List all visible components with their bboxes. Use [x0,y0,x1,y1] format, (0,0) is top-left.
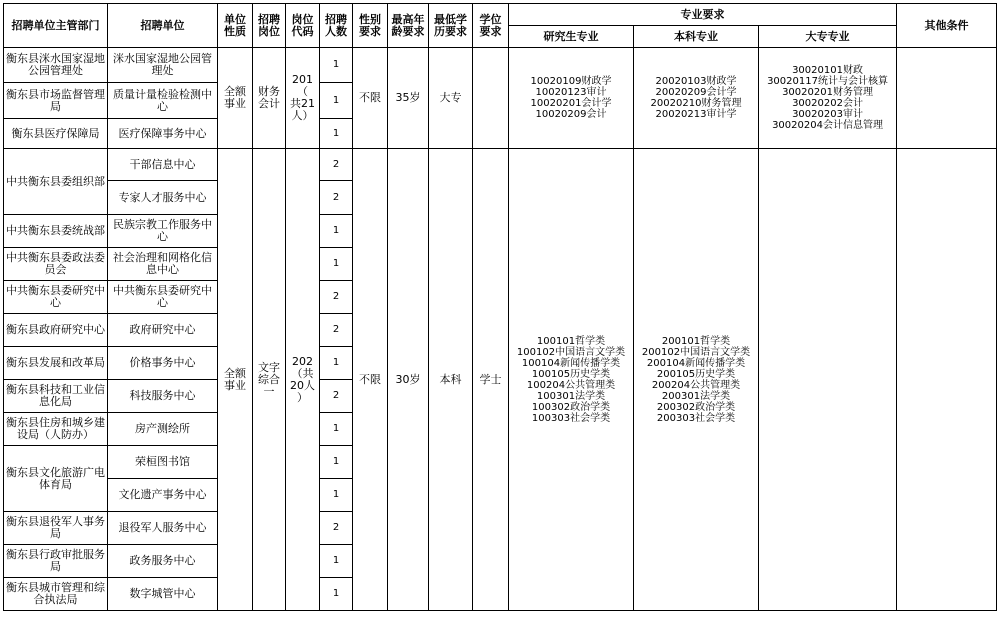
unit-cell: 医疗保障事务中心 [108,119,218,149]
recruitment-table [3,3,997,611]
header-nature: 单位 性质 [218,4,253,48]
code-cell: 202 （共 20人 ） [286,149,320,611]
count-cell: 2 [320,149,353,181]
dept-cell: 衡东县退役军人事务局 [4,512,108,545]
dept-cell: 衡东县洣水国家湿地公园管理处 [4,48,108,83]
count-cell: 1 [320,578,353,611]
count-cell: 1 [320,545,353,578]
age-cell: 35岁 [388,48,429,149]
dept-cell: 中共衡东县委组织部 [4,149,108,215]
dept-cell: 衡东县行政审批服务局 [4,545,108,578]
degree-cell [473,48,509,149]
degree-cell: 学士 [473,149,509,611]
table-row [4,48,997,83]
dept-cell: 衡东县科技和工业信息化局 [4,380,108,413]
count-cell: 1 [320,413,353,446]
unit-cell: 荣桓图书馆 [108,446,218,479]
unit-cell: 价格事务中心 [108,347,218,380]
unit-cell: 政府研究中心 [108,314,218,347]
post-cell: 文字 综合 一 [253,149,286,611]
count-cell: 2 [320,512,353,545]
code-cell: 201（ 共21 人） [286,48,320,149]
unit-cell: 文化遗产事务中心 [108,479,218,512]
gender-cell: 不限 [353,48,388,149]
header-code: 岗位 代码 [286,4,320,48]
count-cell: 2 [320,314,353,347]
count-cell: 1 [320,48,353,83]
header-dept: 招聘单位主管部门 [4,4,108,48]
unit-cell: 退役军人服务中心 [108,512,218,545]
major-junior-cell [759,149,897,611]
other-cell [897,149,997,611]
unit-cell: 房产测绘所 [108,413,218,446]
dept-cell: 中共衡东县委统战部 [4,215,108,248]
major-grad-cell: 10020109财政学 10020123审计 10020201会计学 10020209会计 [509,48,634,149]
unit-cell: 质量计量检验检测中心 [108,83,218,119]
count-cell: 2 [320,281,353,314]
header-gender: 性别 要求 [353,4,388,48]
edu-cell: 大专 [429,48,473,149]
header-age: 最高年 龄要求 [388,4,429,48]
dept-cell: 中共衡东县委政法委员会 [4,248,108,281]
dept-cell: 中共衡东县委研究中心 [4,281,108,314]
count-cell: 1 [320,347,353,380]
major-grad-cell: 100101哲学类 100102中国语言文学类 100104新闻传播学类 100105历史学类 100204公共管理类 100301法学类 100302政治学类 100303社会学类 [509,149,634,611]
dept-cell: 衡东县市场监督管理局 [4,83,108,119]
header-post: 招聘 岗位 [253,4,286,48]
unit-cell: 科技服务中心 [108,380,218,413]
count-cell: 1 [320,248,353,281]
nature-cell: 全额 事业 [218,149,253,611]
unit-cell: 干部信息中心 [108,149,218,181]
unit-cell: 洣水国家湿地公园管理处 [108,48,218,83]
dept-cell: 衡东县发展和改革局 [4,347,108,380]
unit-cell: 中共衡东县委研究中心 [108,281,218,314]
major-bach-cell: 200101哲学类 200102中国语言文学类 200104新闻传播学类 200105历史学类 200204公共管理类 200301法学类 200302政治学类 200303社会学类 [634,149,759,611]
unit-cell: 政务服务中心 [108,545,218,578]
dept-cell: 衡东县医疗保障局 [4,119,108,149]
header-major-junior: 大专专业 [759,26,897,48]
count-cell: 1 [320,446,353,479]
header-major-bach: 本科专业 [634,26,759,48]
dept-cell: 衡东县政府研究中心 [4,314,108,347]
count-cell: 1 [320,83,353,119]
count-cell: 2 [320,380,353,413]
post-cell: 财务 会计 [253,48,286,149]
unit-cell: 专家人才服务中心 [108,181,218,215]
unit-cell: 社会治理和网格化信息中心 [108,248,218,281]
other-cell [897,48,997,149]
edu-cell: 本科 [429,149,473,611]
dept-cell: 衡东县文化旅游广电体育局 [4,446,108,512]
count-cell: 1 [320,119,353,149]
major-bach-cell: 20020103财政学 20020209会计学 20020210财务管理 20020213审计学 [634,48,759,149]
dept-cell: 衡东县城市管理和综合执法局 [4,578,108,611]
unit-cell: 民族宗教工作服务中心 [108,215,218,248]
header-major: 专业要求 [509,4,897,26]
count-cell: 2 [320,181,353,215]
header-major-grad: 研究生专业 [509,26,634,48]
gender-cell: 不限 [353,149,388,611]
major-junior-cell: 30020101财政 30020117统计与会计核算 30020201财务管理 30020202会计 30020203审计 30020204会计信息管理 [759,48,897,149]
header-count: 招聘 人数 [320,4,353,48]
dept-cell: 衡东县住房和城乡建设局（人防办） [4,413,108,446]
table-row [4,149,997,181]
count-cell: 1 [320,479,353,512]
header-other: 其他条件 [897,4,997,48]
header-degree: 学位 要求 [473,4,509,48]
nature-cell: 全额 事业 [218,48,253,149]
unit-cell: 数字城管中心 [108,578,218,611]
age-cell: 30岁 [388,149,429,611]
header-edu: 最低学 历要求 [429,4,473,48]
header-unit: 招聘单位 [108,4,218,48]
count-cell: 1 [320,215,353,248]
